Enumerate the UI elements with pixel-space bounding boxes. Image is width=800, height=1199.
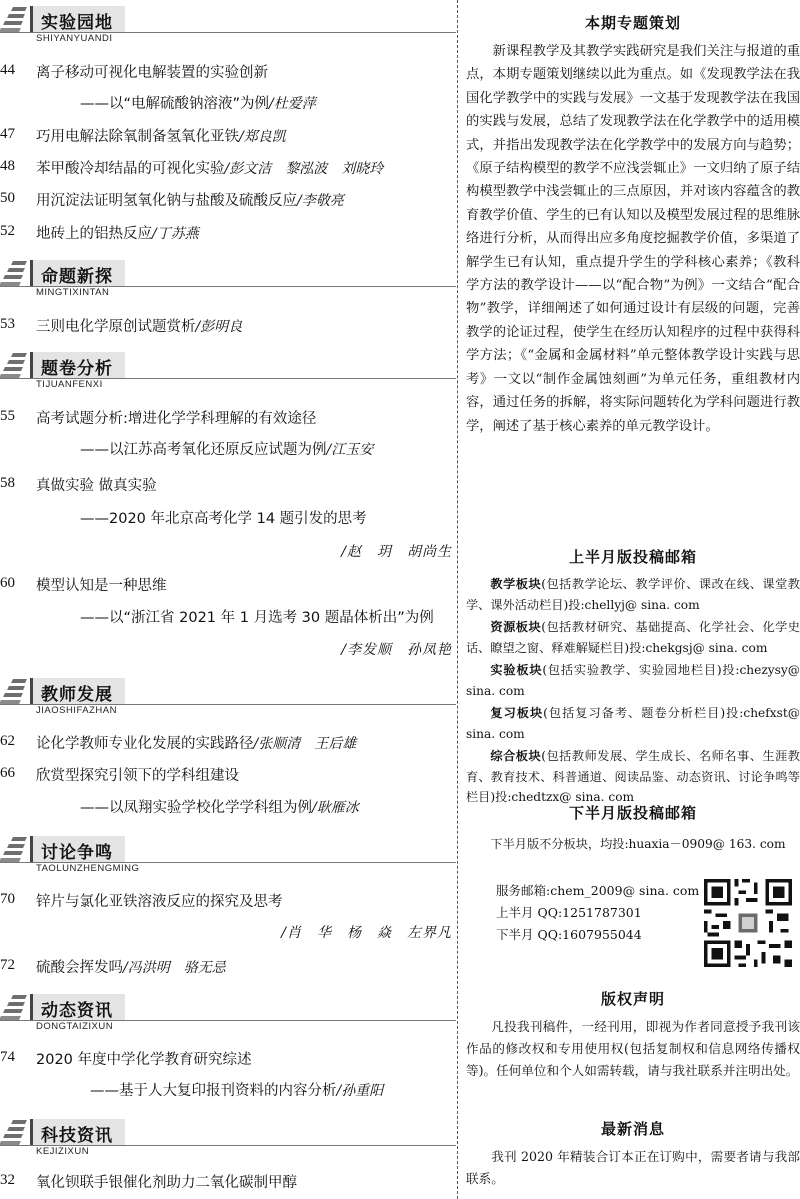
page-number: 74	[0, 1049, 15, 1065]
copyright-heading: 版权声明	[600, 990, 665, 1008]
section-title-box	[30, 1119, 125, 1145]
toc-entry[interactable]	[0, 573, 456, 599]
toc-entry[interactable]	[0, 156, 456, 182]
feature-heading: 本期专题策划	[584, 14, 681, 32]
page-number: 52	[0, 223, 15, 239]
toc-subtitle[interactable]	[80, 438, 373, 462]
service-email: 服务邮箱:chem_2009@ sina. com	[496, 883, 700, 898]
section-stripe-icon	[0, 837, 22, 861]
submission-label: 资源板块	[490, 620, 542, 634]
section-title: 命题新探	[41, 267, 113, 287]
toc-entry[interactable]	[0, 124, 456, 150]
section-title-box	[30, 260, 125, 286]
page-number: 58	[0, 475, 15, 491]
section-pinyin: MINGTIXINTAN	[36, 287, 110, 298]
toc-entry[interactable]	[0, 763, 456, 789]
article-subtitle: ——2020 年北京高考化学 14 题引发的思考	[80, 511, 367, 527]
submission-item	[466, 746, 800, 808]
article-subtitle: ——以凤翔实验学校化学学科组为例	[80, 800, 312, 816]
article-author: /肖 华 杨 焱 左界凡	[281, 925, 452, 941]
page-number: 62	[0, 733, 15, 749]
article-author: /郑良凯	[239, 129, 286, 145]
page-number: 70	[0, 891, 15, 907]
second-half-heading: 下半月版投稿邮箱	[568, 804, 697, 822]
toc-entry[interactable]	[0, 60, 456, 86]
submission-label: 综合板块	[490, 749, 542, 763]
toc-entry[interactable]	[0, 406, 456, 432]
qq-second-half: 下半月 QQ:1607955044	[496, 927, 642, 942]
article-author: /彭明良	[195, 319, 243, 335]
submission-item	[466, 617, 800, 658]
submission-item	[466, 660, 800, 701]
submission-label: 实验板块	[490, 663, 543, 677]
article-title: 用沉淀法证明氢氧化钠与盐酸及硫酸反应/李敬亮	[36, 193, 344, 209]
section-title: 题卷分析	[41, 359, 113, 379]
qq-first-half: 上半月 QQ:1251787301	[496, 905, 642, 920]
article-subtitle: ——基于人大复印报刊资料的内容分析	[90, 1083, 337, 1099]
page-number: 47	[0, 126, 15, 142]
article-title: 硫酸会挥发吗/冯洪明 骆无忌	[36, 960, 226, 976]
info-column	[466, 0, 800, 1199]
page-number: 55	[0, 408, 15, 424]
article-author: /孙重阳	[336, 1083, 384, 1099]
article-title: 2020 年度中学化学教育研究综述	[36, 1052, 252, 1068]
submission-item	[466, 574, 800, 615]
page-number: 72	[0, 957, 15, 973]
toc-entry[interactable]	[0, 889, 456, 915]
submission-label: 复习板块	[490, 706, 544, 720]
section-title: 教师发展	[41, 685, 113, 705]
article-title: 氧化钡联手银催化剂助力二氧化碳制甲醇	[36, 1175, 297, 1191]
article-title: 三则电化学原创试题赏析/彭明良	[36, 319, 243, 335]
article-author: /江玉安	[326, 442, 374, 458]
article-author: /丁苏燕	[152, 226, 199, 242]
toc-entry[interactable]	[0, 221, 456, 247]
article-title: 欣赏型探究引领下的学科组建设	[36, 768, 239, 784]
article-author: /彭文洁 黎泓波 刘晓玲	[224, 161, 384, 177]
section-pinyin: JIAOSHIFAZHAN	[36, 705, 117, 716]
first-half-list	[466, 574, 800, 810]
article-title: 论化学教师专业化发展的实践路径/张顺清 王后雄	[36, 736, 357, 752]
article-author: /赵 玥 胡尚生	[341, 544, 452, 560]
toc-subtitle[interactable]	[80, 606, 434, 630]
article-subtitle: ——以“浙江省 2021 年 1 月选考 30 题晶体析出”为例	[80, 610, 434, 626]
toc-entry[interactable]	[0, 731, 456, 757]
section-header	[0, 258, 456, 298]
section-pinyin: KEJIZIXUN	[36, 1146, 90, 1157]
submission-item	[466, 703, 800, 744]
submission-text: (包括教师发展、学生成长、名师名事、生涯教育、教育技术、科普通道、阅读品鉴、动态资讯、讨论争鸣等栏目)投:chedtzx@ sina. com	[466, 749, 800, 804]
page-number: 53	[0, 316, 15, 332]
feature-text: 新课程教学及其教学实践研究是我们关注与报道的重点，本期专题策划继续以此为重点。如《发现教学法在我国化学教学中的实践与发展》一文基于发现教学法在我国的实践与发展，总结了发现教学法在化学教学中的适用模式，并指出发现教学法在化学教学中的发展方向与趋势；《原子结构模型的教学不应浅尝辄止》一文归纳了原子结构模型教学中浅尝辄止的三点原因，并对该内容蕴含的教育教学价值、学生的已有认知以及模型发展过程的思维脉络进行分析，从而得出应多角度挖掘教学价值，多渠道了解学生已有认知，重点提升学生的学科核心素养；《教科学方法的教学设计——以“配合物”为例》一文结合“配合物”教学，详细阐述了如何通过设计有层级的问题，完善教学的论证过程，使学生在经历认知程序的过程中获得科学方法；《“金属和金属材料”单元整体教学设计实践与思考》一文以“制作金属蚀刻画”为单元任务，重组教材内容，通过任务的拆解，将实际问题转化为学科问题进行教学，阐述了基于核心素养的单元教学设计。	[466, 44, 800, 434]
article-author: /耿雁冰	[312, 800, 359, 816]
article-title: 真做实验 做真实验	[36, 478, 157, 494]
section-pinyin: DONGTAIZIXUN	[36, 1021, 114, 1032]
article-author: /李敬亮	[297, 193, 344, 209]
section-title-box	[30, 994, 125, 1020]
article-title: 模型认知是一种思维	[36, 578, 167, 594]
submission-text: (包括教学论坛、教学评价、课改在线、课堂教学、课外活动栏目)投:chellyj@ sina. com	[466, 577, 800, 612]
section-stripe-icon	[0, 261, 22, 285]
page-number: 50	[0, 190, 15, 206]
article-title: 离子移动可视化电解装置的实验创新	[36, 65, 268, 81]
toc-subtitle[interactable]	[80, 92, 316, 116]
section-header	[0, 992, 456, 1032]
toc-entry[interactable]	[0, 1170, 456, 1196]
section-title: 科技资讯	[41, 1126, 113, 1146]
page-number: 32	[0, 1172, 15, 1188]
section-title-box	[30, 836, 125, 862]
article-title: 巧用电解法除氧制备氢氧化亚铁/郑良凯	[36, 129, 286, 145]
section-pinyin: TAOLUNZHENGMING	[36, 863, 140, 874]
section-header	[0, 1117, 456, 1157]
submission-label: 教学板块	[490, 577, 542, 591]
toc-subtitle[interactable]	[80, 507, 367, 531]
article-subtitle: ——以江苏高考氧化还原反应试题为例	[80, 442, 327, 458]
section-pinyin: SHIYANYUANDI	[36, 33, 113, 44]
article-author: /李发顺 孙凤艳	[341, 642, 452, 658]
section-stripe-icon	[0, 353, 22, 377]
article-title: 高考试题分析:增进化学学科理解的有效途径	[36, 411, 317, 427]
section-title-box	[30, 6, 125, 32]
section-title: 讨论争鸣	[41, 843, 113, 863]
copyright-text: 凡投我刊稿件，一经刊用，即视为作者同意授予我刊该作品的修改权和专用使用权(包括复制权和信息网络传播权等)。任何单位和个人如需转载，请与我社联系并注明出处。	[466, 1019, 800, 1078]
page-number: 60	[0, 575, 15, 591]
article-author: /冯洪明 骆无忌	[123, 960, 226, 976]
submission-text: (包括实验教学、实验园地栏目)投:chezysy@ sina. com	[466, 663, 800, 698]
qr-code-icon	[700, 875, 796, 971]
toc-subtitle[interactable]	[90, 1079, 383, 1103]
column-divider	[457, 0, 458, 1199]
section-title-box	[30, 678, 125, 704]
article-title: 地砖上的铝热反应/丁苏燕	[36, 226, 199, 242]
article-title: 锌片与氯化亚铁溶液反应的探究及思考	[36, 894, 283, 910]
toc-entry[interactable]	[0, 955, 456, 981]
first-half-heading: 上半月版投稿邮箱	[568, 548, 697, 566]
article-author: /张顺清 王后雄	[253, 736, 357, 752]
section-stripe-icon	[0, 679, 22, 703]
submission-text: (包括教材研究、基础提高、化学社会、化学史话、瞭望之窗、释难解疑栏目)投:chekgsj@ sina. com	[466, 620, 800, 655]
article-title: 苯甲酸冷却结晶的可视化实验/彭文洁 黎泓波 刘晓玲	[36, 161, 384, 177]
contact-info	[496, 880, 706, 946]
section-title: 动态资讯	[41, 1001, 113, 1021]
page-number: 66	[0, 765, 15, 781]
section-header	[0, 834, 456, 874]
section-header	[0, 350, 456, 390]
toc-entry[interactable]	[0, 188, 456, 214]
news-text: 我刊 2020 年精装合订本正在订购中，需要者请与我部联系。	[466, 1149, 800, 1186]
submission-text: (包括复习备考、题卷分析栏目)投:chefxst@ sina. com	[466, 706, 800, 741]
section-pinyin: TIJUANFENXI	[36, 379, 103, 390]
article-author: /杜爱萍	[269, 96, 316, 112]
page-number: 44	[0, 62, 15, 78]
toc-entry[interactable]	[0, 473, 456, 499]
section-stripe-icon	[0, 1120, 22, 1144]
toc-subtitle[interactable]	[80, 796, 359, 820]
section-title: 实验园地	[41, 13, 113, 33]
section-header	[0, 4, 456, 44]
section-stripe-icon	[0, 995, 22, 1019]
news-heading: 最新消息	[600, 1120, 665, 1138]
section-stripe-icon	[0, 7, 22, 31]
article-subtitle: ——以“电解硫酸钠溶液”为例	[80, 96, 270, 112]
section-header	[0, 676, 456, 716]
toc-entry[interactable]	[0, 1047, 456, 1073]
toc-entry[interactable]	[0, 314, 456, 340]
second-half-text: 下半月版不分板块，均投:huaxia－0909@ 163. com	[490, 837, 786, 851]
page-number: 48	[0, 158, 15, 174]
section-title-box	[30, 352, 125, 378]
